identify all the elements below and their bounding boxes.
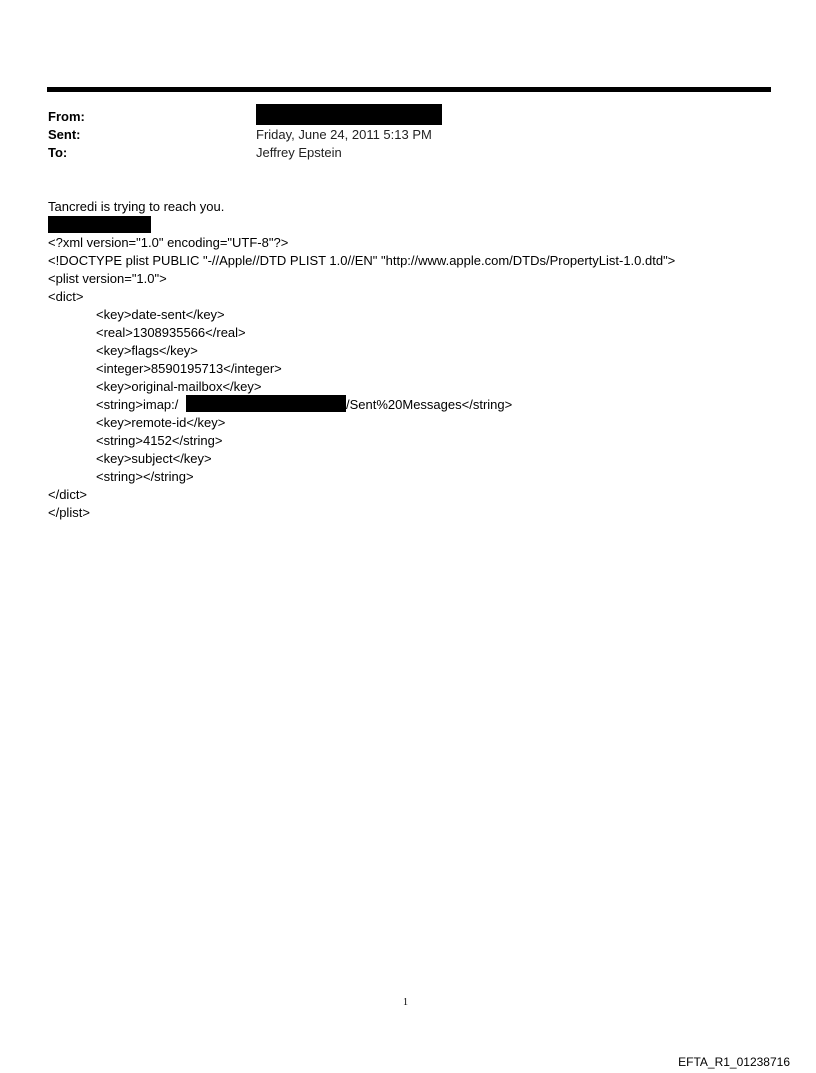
document-id: EFTA_R1_01238716	[678, 1055, 790, 1069]
header-rule	[47, 87, 771, 92]
redacted-name	[48, 216, 151, 233]
to-label: To:	[48, 145, 68, 160]
imap-suffix: /Sent%20Messages</string>	[346, 397, 513, 412]
plist-line: <key>remote-id</key>	[96, 415, 226, 430]
plist-line: <real>1308935566</real>	[96, 325, 246, 340]
to-value: Jeffrey Epstein	[256, 145, 342, 160]
plist-line: <integer>8590195713</integer>	[96, 361, 282, 376]
from-label: From:	[48, 109, 85, 124]
page-number: 1	[403, 997, 408, 1008]
plist-open: <plist version="1.0">	[48, 271, 167, 286]
dict-open: <dict>	[48, 289, 84, 304]
plist-close: </plist>	[48, 505, 90, 520]
dict-close: </dict>	[48, 487, 88, 502]
doctype-line: <!DOCTYPE plist PUBLIC "-//Apple//DTD PLIST 1.0//EN" "http://www.apple.com/DTDs/PropertyList-1.0.dtd">	[48, 253, 676, 268]
redacted-sender	[256, 104, 442, 125]
plist-line: <string>4152</string>	[96, 433, 223, 448]
message-intro: Tancredi is trying to reach you.	[48, 199, 225, 214]
imap-prefix: <string>imap:/	[96, 397, 179, 412]
redacted-mailbox	[186, 395, 346, 412]
plist-line: <key>original-mailbox</key>	[96, 379, 262, 394]
plist-line: <key>subject</key>	[96, 451, 212, 466]
xml-declaration: <?xml version="1.0" encoding="UTF-8"?>	[48, 235, 289, 250]
sent-label: Sent:	[48, 127, 81, 142]
plist-line: <key>flags</key>	[96, 343, 198, 358]
plist-line: <string></string>	[96, 469, 194, 484]
plist-line: <key>date-sent</key>	[96, 307, 225, 322]
sent-value: Friday, June 24, 2011 5:13 PM	[256, 127, 432, 142]
